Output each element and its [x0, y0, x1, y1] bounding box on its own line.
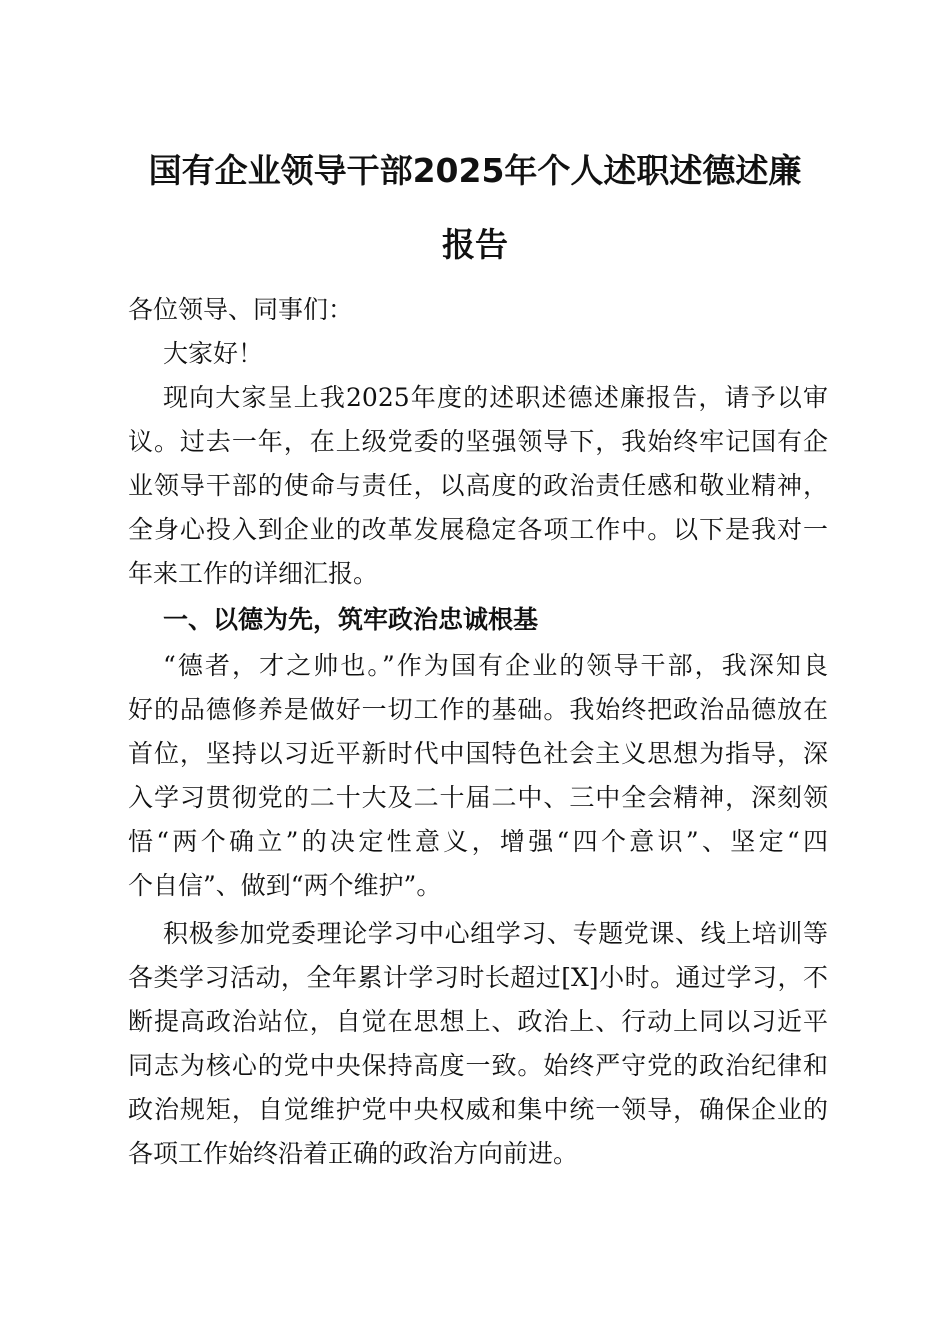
text-line: 各类学习活动，全年累计学习时长超过[X]小时。通过学习，不 [128, 963, 828, 992]
text-line: 首位，坚持以习近平新时代中国特色社会主义思想为指导，深 [128, 739, 828, 768]
text-line: 全身心投入到企业的改革发展稳定各项工作中。以下是我对一 [128, 515, 828, 544]
text-line: 悟“两个确立”的决定性意义，增强“四个意识”、坚定“四 [128, 827, 828, 856]
text-line: 业领导干部的使命与责任，以高度的政治责任感和敬业精神， [128, 471, 828, 500]
text-line: 同志为核心的党中央保持高度一致。始终严守党的政治纪律和 [128, 1051, 828, 1080]
salutation: 各位领导、同事们： [128, 295, 354, 324]
title-line-1: 国有企业领导干部2025年个人述职述德述廉 [148, 151, 802, 190]
greeting: 大家好！ [163, 339, 264, 368]
title-line-2: 报告 [442, 225, 508, 264]
text-line: 现向大家呈上我2025年度的述职述德述廉报告，请予以审 [163, 383, 828, 412]
section-heading: 一、以德为先，筑牢政治忠诚根基 [163, 605, 539, 634]
section-paragraph [128, 644, 828, 908]
text-line: 入学习贯彻党的二十大及二十届二中、三中全会精神，深刻领 [128, 783, 828, 812]
text-line: 断提高政治站位，自觉在思想上、政治上、行动上同以习近平 [128, 1007, 828, 1036]
text-line: 政治规矩，自觉维护党中央权威和集中统一领导，确保企业的 [128, 1095, 828, 1124]
text-line: 各项工作始终沿着正确的政治方向前进。 [128, 1139, 579, 1168]
text-line: 议。过去一年，在上级党委的坚强领导下，我始终牢记国有企 [128, 427, 828, 456]
text-line: 好的品德修养是做好一切工作的基础。我始终把政治品德放在 [128, 695, 828, 724]
text-line: “德者，才之帅也。”作为国有企业的领导干部，我深知良 [163, 651, 828, 680]
text-line: 年来工作的详细汇报。 [128, 559, 379, 588]
section-paragraph [128, 912, 828, 1176]
text-line: 积极参加党委理论学习中心组学习、专题党课、线上培训等 [163, 919, 828, 948]
intro-paragraph [128, 376, 828, 596]
document-body [128, 288, 828, 1176]
text-line: 个自信”、做到“两个维护”。 [128, 871, 442, 900]
document-title [100, 134, 850, 282]
